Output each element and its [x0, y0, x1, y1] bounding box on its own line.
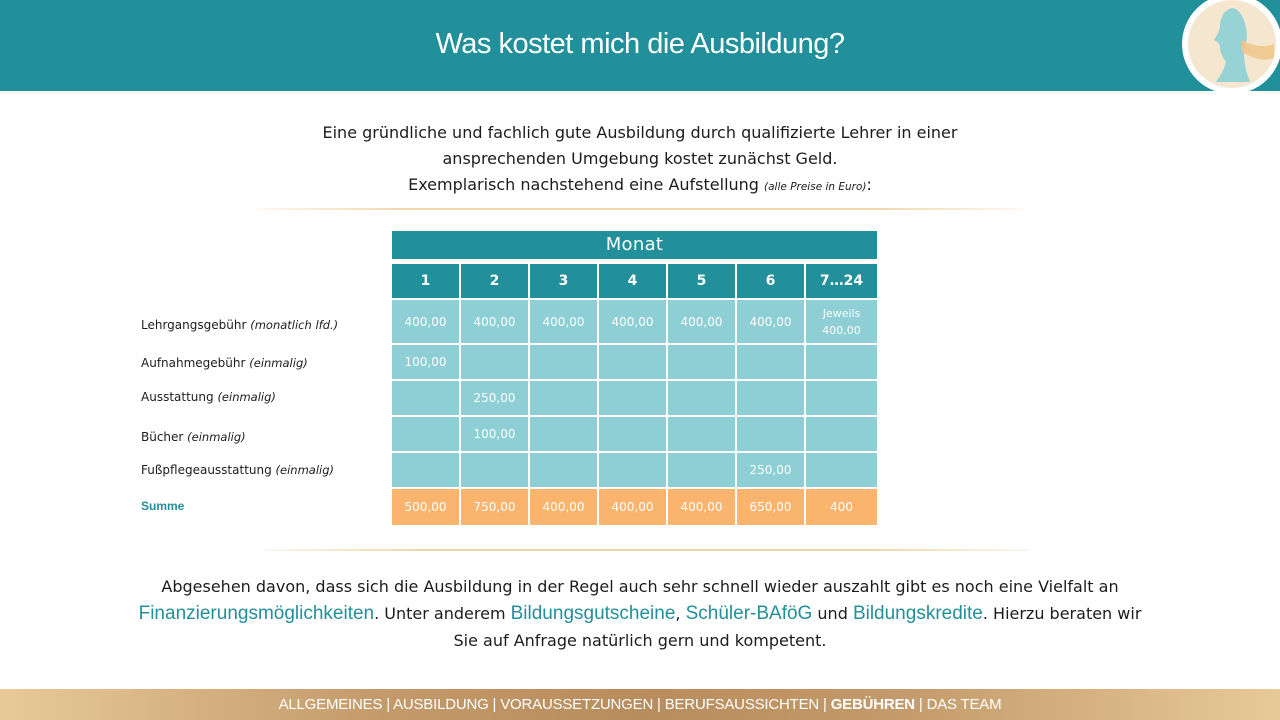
row-label-text: Bücher: [141, 430, 188, 444]
table-cell: [668, 345, 737, 381]
outro-text-segment: und: [812, 604, 853, 623]
nav-separator: |: [914, 696, 927, 713]
table-cell: 100,00: [392, 345, 461, 381]
table-row: [392, 417, 877, 453]
highlight-education-loans: Bildungskredite: [852, 603, 983, 624]
table-cell: [737, 345, 806, 381]
row-label: [141, 463, 334, 477]
column-header: 4: [599, 264, 668, 300]
nav-link-das-team[interactable]: DAS TEAM: [926, 696, 1002, 713]
table-row: [392, 453, 877, 489]
table-cell: [806, 453, 877, 489]
intro-line-3-end: :: [866, 175, 872, 194]
table-cell: [599, 345, 668, 381]
sum-cell: 400,00: [668, 489, 737, 525]
row-label-note: (einmalig): [275, 463, 335, 477]
table-cell: [530, 345, 599, 381]
column-header: 6: [737, 264, 806, 300]
page-title: Was kostet mich die Ausbildung?: [435, 28, 845, 60]
table-sum-row: [392, 489, 877, 525]
table-row: [392, 381, 877, 417]
outro-line-3: Sie auf Anfrage natürlich gern und kompetent.: [453, 631, 827, 650]
table-cell: 400,00: [392, 300, 461, 345]
table-cell: 250,00: [461, 381, 530, 417]
intro-text: [240, 120, 1040, 200]
highlight-financing: Finanzierungsmöglichkeiten: [138, 603, 375, 624]
table-cell: [737, 417, 806, 453]
column-header: 7…24: [806, 264, 877, 300]
table-cell: [530, 453, 599, 489]
table-cell: [392, 453, 461, 489]
table-cell: [668, 381, 737, 417]
outro-text: [100, 573, 1180, 654]
table-cell: [806, 345, 877, 381]
nav-link-voraussetzungen[interactable]: VORAUSSETZUNGEN: [500, 696, 654, 713]
table-header-row: [392, 264, 877, 300]
nav-link-allgemeines[interactable]: ALLGEMEINES: [278, 696, 383, 713]
nav-separator: |: [819, 696, 831, 713]
sum-cell: 400,00: [599, 489, 668, 525]
table-cell: [530, 417, 599, 453]
footer-navigation: [0, 696, 1280, 713]
nav-link-gebuehren[interactable]: GEBÜHREN: [830, 696, 915, 713]
intro-currency-note: (alle Preise in Euro): [764, 181, 867, 193]
row-label-text: Lehrgangsgebühr: [141, 318, 251, 332]
table-cell: [737, 381, 806, 417]
table-cell: 400,00: [461, 300, 530, 345]
nav-separator: |: [653, 696, 665, 713]
table-cell: [806, 417, 877, 453]
intro-line-3: [240, 172, 1040, 200]
table-cell: [461, 345, 530, 381]
row-label-text: Fußpflegeausstattung: [141, 463, 276, 477]
table-cell: [599, 417, 668, 453]
divider-bottom: [265, 549, 1029, 551]
table-cell: 400,00: [668, 300, 737, 345]
outro-text-segment: . Unter anderem: [374, 604, 511, 623]
outro-line-1: Abgesehen davon, dass sich die Ausbildung in der Regel auch sehr schnell wieder auszahlt gibt es noch eine Vielfalt an: [161, 577, 1119, 596]
row-label: [141, 356, 308, 370]
table-cell: [392, 381, 461, 417]
row-label-note: (einmalig): [217, 390, 276, 404]
profile-silhouette-logo-icon: [1180, 0, 1280, 91]
table-cell: 250,00: [737, 453, 806, 489]
sum-cell: 400: [806, 489, 877, 525]
outro-line-2: [100, 600, 1180, 627]
table-cell: [392, 417, 461, 453]
column-header: 2: [461, 264, 530, 300]
outro-text-segment: . Hierzu beraten wir: [982, 604, 1142, 623]
sum-label: Summe: [141, 499, 185, 513]
table-cell: 400,00: [530, 300, 599, 345]
table-cell: [806, 300, 877, 345]
table-cell: 400,00: [737, 300, 806, 345]
table-cell: 400,00: [599, 300, 668, 345]
cost-table: [392, 264, 877, 525]
sum-cell: 500,00: [392, 489, 461, 525]
sum-cell: 750,00: [461, 489, 530, 525]
highlight-education-vouchers: Bildungsgutscheine: [510, 603, 676, 624]
nav-link-berufsaussichten[interactable]: BERUFSAUSSICHTEN: [664, 696, 820, 713]
table-row: [392, 345, 877, 381]
row-label-note: (monatlich lfd.): [250, 318, 339, 332]
table-cell: [599, 381, 668, 417]
row-label: [141, 318, 338, 332]
intro-line-3-text: Exemplarisch nachstehend eine Aufstellung: [408, 175, 765, 194]
table-cell-text: Jeweils 400,00: [822, 306, 861, 337]
column-header: 3: [530, 264, 599, 300]
table-cell: [599, 453, 668, 489]
table-cell: [668, 453, 737, 489]
sum-cell: 650,00: [737, 489, 806, 525]
month-header: Monat: [392, 231, 877, 259]
intro-line-1: Eine gründliche und fachlich gute Ausbildung durch qualifizierte Lehrer in einer: [322, 123, 958, 142]
row-label: [141, 390, 276, 404]
row-label-text: Ausstattung: [141, 390, 218, 404]
nav-separator: |: [488, 696, 501, 713]
row-label: [141, 430, 246, 444]
column-header: 1: [392, 264, 461, 300]
table-row: [392, 300, 877, 345]
row-label-text: Aufnahmegebühr: [141, 356, 250, 370]
table-cell: [461, 453, 530, 489]
sum-cell: 400,00: [530, 489, 599, 525]
table-cell: [806, 381, 877, 417]
table-cell: [530, 381, 599, 417]
row-label-note: (einmalig): [187, 430, 246, 444]
row-label-note: (einmalig): [249, 356, 308, 370]
table-cell: [668, 417, 737, 453]
table-cell: 100,00: [461, 417, 530, 453]
nav-link-ausbildung[interactable]: AUSBILDUNG: [393, 696, 489, 713]
nav-separator: |: [382, 696, 394, 713]
column-header: 5: [668, 264, 737, 300]
intro-line-2: ansprechenden Umgebung kostet zunächst Geld.: [442, 149, 838, 168]
outro-text-segment: ,: [675, 604, 686, 623]
highlight-bafoeg: Schüler-BAföG: [685, 603, 813, 624]
divider-top: [258, 208, 1022, 210]
